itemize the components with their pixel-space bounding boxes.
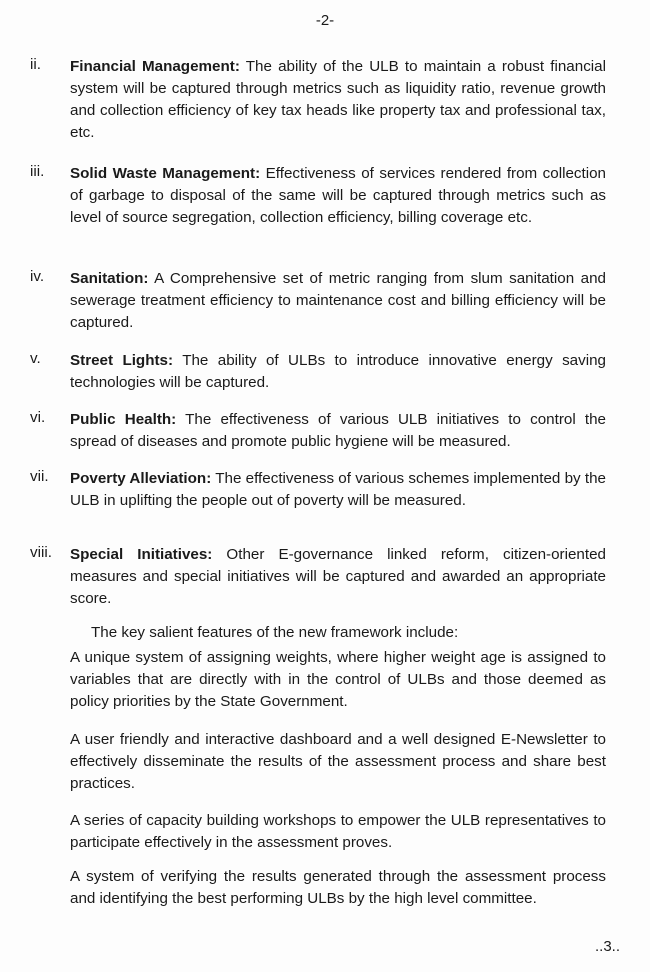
list-item-numeral: iv. — [30, 268, 45, 285]
list-item-body — [70, 468, 606, 512]
features-intro: The key salient features of the new framework include: — [91, 624, 459, 641]
list-item-text: The effectiveness of various ULB initiatives to control the spread of diseases and promote public hygiene will be measured. — [70, 411, 607, 450]
list-item-body — [70, 163, 606, 229]
list-item-title: Poverty Alleviation: — [70, 470, 212, 487]
list-item-numeral: viii. — [30, 544, 52, 561]
list-item-body — [70, 350, 606, 394]
list-item-numeral: v. — [30, 350, 41, 367]
feature-paragraph: A unique system of assigning weights, where higher weight age is assigned to variables that are directly with in the control of ULBs and those deemed as policy priorities by the State Government. — [70, 649, 606, 710]
list-item-text: The effectiveness of various schemes implemented by the ULB in uplifting the people out of poverty will be measured. — [70, 470, 607, 509]
list-item-text: The ability of ULBs to introduce innovative energy saving technologies will be captured. — [70, 352, 606, 391]
list-item-text: A Comprehensive set of metric ranging from slum sanitation and sewerage treatment efficiency to maintenance cost and billing efficiency will be captured. — [70, 270, 606, 331]
page-continuation-marker: ..3.. — [594, 938, 620, 955]
list-item-body — [70, 544, 606, 610]
list-item-text: Other E-governance linked reform, citizen-oriented measures and special initiatives will be captured and awarded an appropriate score. — [70, 546, 606, 607]
list-item-title: Solid Waste Management: — [70, 165, 261, 182]
list-item-body — [70, 56, 606, 144]
page-number: -2- — [315, 12, 335, 29]
feature-paragraph: A series of capacity building workshops to empower the ULB representatives to participate effectively in the assessment proves. — [70, 812, 606, 851]
list-item-title: Sanitation: — [70, 270, 149, 287]
list-item-title: Public Health: — [70, 411, 177, 428]
list-item-numeral: iii. — [30, 163, 45, 180]
list-item-body — [70, 409, 606, 453]
list-item-body — [70, 268, 606, 334]
list-item-title: Street Lights: — [70, 352, 174, 369]
list-item-text: The ability of the ULB to maintain a robust financial system will be captured through metrics such as liquidity ratio, revenue growth and collection efficiency of key tax heads like property tax and professional tax, etc. — [70, 58, 606, 141]
list-item-numeral: vi. — [30, 409, 46, 426]
list-item-title: Financial Management: — [70, 58, 240, 75]
list-item-numeral: ii. — [30, 56, 41, 73]
feature-paragraph: A user friendly and interactive dashboard and a well designed E-Newsletter to effectively disseminate the results of the assessment process and share best practices. — [70, 731, 606, 792]
list-item-text: Effectiveness of services rendered from collection of garbage to disposal of the same will be captured through metrics such as level of source segregation, collection efficiency, billing coverage etc. — [70, 165, 606, 226]
list-item-numeral: vii. — [30, 468, 49, 485]
list-item-title: Special Initiatives: — [70, 546, 213, 563]
feature-paragraph: A system of verifying the results generated through the assessment process and identifying the best performing ULBs by the high level committee. — [70, 868, 606, 907]
